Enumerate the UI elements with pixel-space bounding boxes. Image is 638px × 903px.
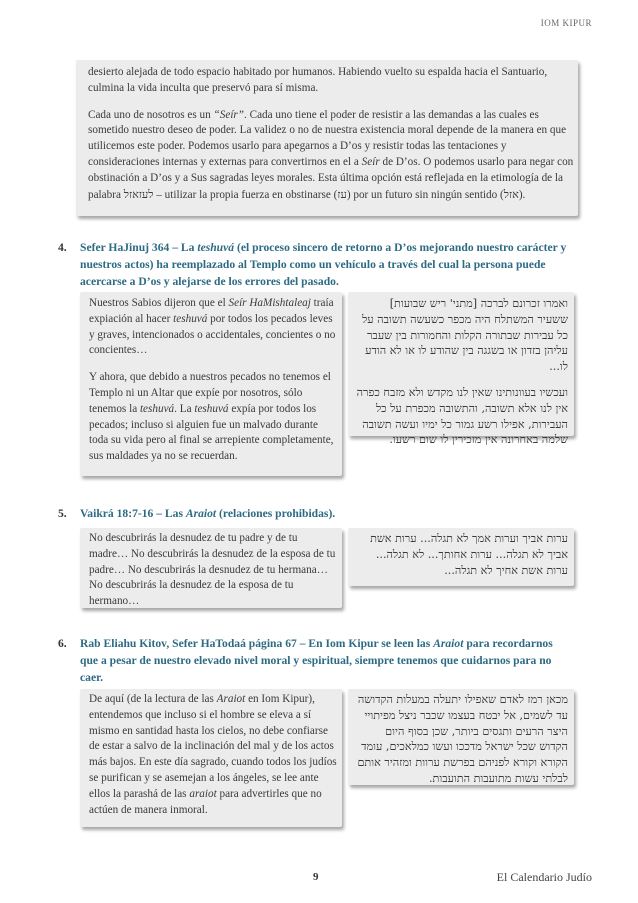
commentary-box	[76, 60, 578, 216]
item-title: Sefer HaJinuj 364 – La teshuvá (el proceso sincero de retorno a D’os mejorando nuestro carácter y nuestros actos) ha reemplazado al Templo como un vehículo a través del cual la persona puede acercarse a D’os y alejarse de los errores del pasado.	[80, 241, 567, 288]
hebrew-text: ואמרו זכרונם לברכה [מתני' ריש שבועות] ששעיר המשתלח היה מכפר כשעשה תשובה על כל עבירות שבתורה הקלות והחמורות בין שעבר עליהן בזדון או בשגגה בין שהודע לו או לא הודע לו...	[362, 297, 568, 374]
spanish-text: Nuestros Sabios dijeron que el Seír HaMishtaleaj traía expiación al hacer teshuvá por todos los pecados leves y graves, intencionados o accidentales, concientes o no concientes…	[89, 297, 336, 357]
item-number: 5.	[58, 507, 67, 520]
source-box-left	[80, 292, 342, 476]
item-title: Vaikrá 18:7-16 – Las Araiot (relaciones prohibidas).	[80, 507, 336, 520]
section-heading-4	[58, 239, 568, 290]
paragraph: desierto alejada de todo espacio habitado por humanos. Habiendo vuelto su espalda hacia el Santuario, culmina la vida inculta que preservó para sí misma.	[88, 66, 548, 94]
hebrew-text: ועכשיו בעוונותינו שאין לנו מקדש ולא מזבח כפרה אין לנו אלא תשובה, והתשובה מכפרת על כל העבירות, אפילו רשע גמור כל ימיו ועשה תשובה שלמה באחרונה אין מזכירין לו שום רשעו.	[356, 385, 568, 447]
spanish-text: De aquí (de la lectura de las Araiot en Iom Kipur), entendemos que incluso si el hombre se eleva a sí mismo en santidad hasta los cielos, no debe confiarse de estar a salvo de la inclinación del mal y de los actos más bajos. En este día sagrado, cuando todos los judíos se purifican y se asemejan a los ángeles, se lee ante ellos la parashá de las araiot para advertirles que no actúen de manera inmoral.	[89, 693, 337, 816]
hebrew-text: ערות אביך וערות אמך לא תגלה... ערות אשת אביך לא תגלה... ערות אחותך... לא תגלה... ערות אשת אחיך לא תגלה...	[370, 532, 568, 577]
page-number: 9	[313, 871, 319, 883]
source-box-right	[348, 292, 574, 447]
section-heading-5	[58, 505, 568, 522]
hebrew-text: מכאן רמז לאדם שאפילו יתעלה במעלות הקדושה עד לשמים, אל יבטח בעצמו שכבר ניצל מפיתויי היצר הרעים ותגסים ביותר, שכן בסוף היום הקדוש שכל ישראל מדככו ועשו כמלאכים, עומד הקורא וקורא לפניהם בפרשת ערוות ומזהיר אותם לבלתי עשות מתועבות התועבות.	[357, 693, 568, 785]
source-box-left	[80, 528, 342, 608]
source-box-left	[80, 689, 342, 827]
section-heading-6	[58, 635, 568, 686]
item-title: Rab Eliahu Kitov, Sefer HaTodaá página 67 – En Iom Kipur se leen las Araiot para recordarnos que a pesar de nuestro elevado nivel moral y espiritual, siempre tenemos que cuidarnos para no caer.	[80, 637, 553, 684]
source-box-right	[348, 689, 574, 785]
item-number: 6.	[58, 637, 67, 650]
source-box-right	[348, 528, 574, 586]
item-number: 4.	[58, 241, 67, 254]
spanish-text: Y ahora, que debido a nuestros pecados no tenemos el Templo ni un Altar que expíe por nosotros, sólo tenemos la teshuvá. La teshuvá expía por todos los pecados; incluso si alguien fue un malvado durante toda su vida pero al final se arrepiente completamente, sus maldades ya no se recuerdan.	[89, 371, 334, 463]
running-header: IOM KIPUR	[540, 18, 592, 28]
paragraph: Cada uno de nosotros es un “Seír”. Cada uno tiene el poder de resistir a las demandas a las cuales es sometido nuestro deseo de poder. La validez o no de nuestra existencia moral depende de la manera en que utilicemos este poder. Podemos usarlo para apegarnos a D’os y resistir todas las tentaciones y consideraciones internas y externas para convertirnos en el a Seír de D’os. O podemos usarlo para negar con obstinación a D’os y a Sus sagradas leyes morales. Esta última opción está reflejada en la etimología de la palabra לעזאזל – utilizar la propia fuerza en obstinarse (עז) por un futuro sin ningún sentido (אזל).	[88, 108, 574, 201]
spanish-text: No descubrirás la desnudez de tu padre y de tu madre… No descubrirás la desnudez de la esposa de tu padre… No descubrirás la desnudez de tu hermana… No descubrirás la desnudez de la esposa de tu hermano…	[89, 532, 336, 608]
publication-name: El Calendario Judío	[496, 870, 592, 884]
